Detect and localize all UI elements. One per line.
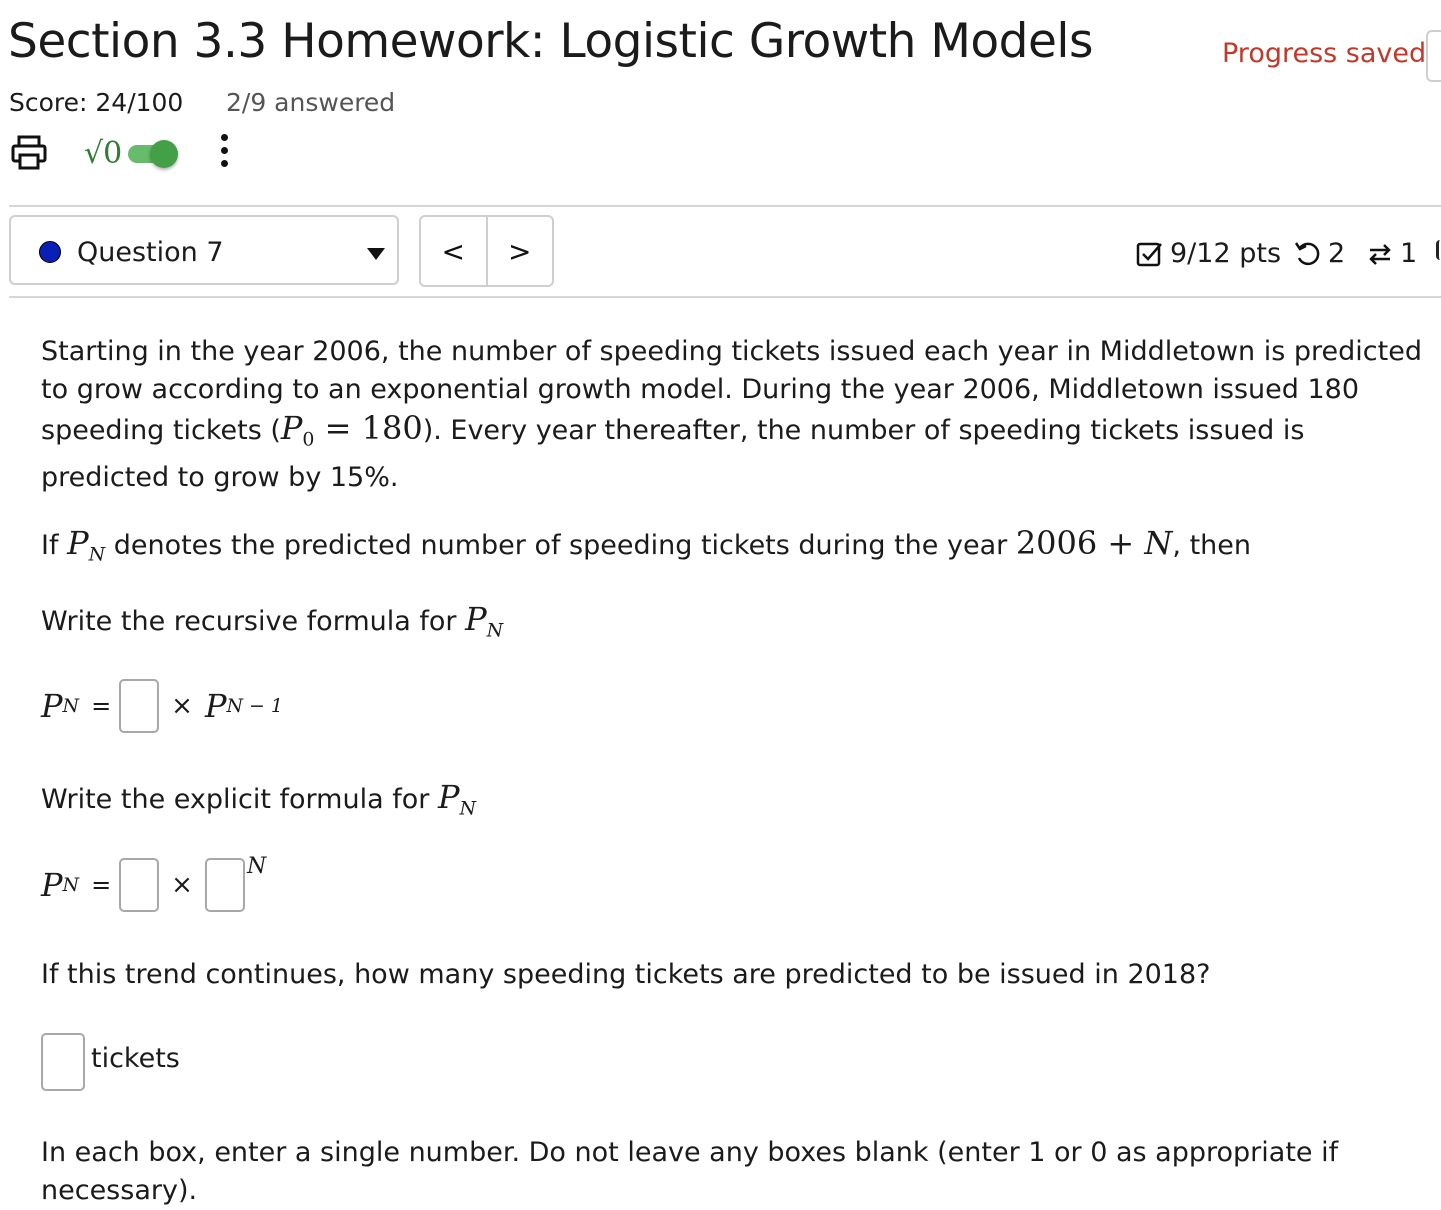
- divider: [9, 296, 1441, 298]
- question-select-label: Question 7: [77, 237, 224, 268]
- points-indicator: [1136, 238, 1281, 269]
- explicit-prompt: Write the explicit formula for $P_N$: [41, 778, 476, 820]
- math-display-toggle[interactable]: [128, 142, 176, 164]
- divider: [9, 205, 1441, 207]
- print-icon[interactable]: [10, 134, 48, 172]
- question-text-2: If $P_N$ denotes the predicted number of speeding tickets during the year 2006 + N, then: [41, 524, 1251, 566]
- header-menu-button[interactable]: [1426, 30, 1441, 82]
- versions-indicator: [1366, 238, 1417, 269]
- page-title: Section 3.3 Homework: Logistic Growth Models: [8, 14, 1093, 69]
- question-status-dot: [39, 241, 61, 263]
- retry-icon: [1294, 240, 1322, 268]
- checkbox-icon: [1136, 240, 1164, 268]
- next-question-button[interactable]: >: [508, 234, 532, 268]
- caret-down-icon: [367, 248, 385, 260]
- versions-icon: [1366, 240, 1394, 268]
- explicit-base-input[interactable]: [205, 858, 245, 912]
- tickets-input[interactable]: [41, 1033, 85, 1091]
- toggle-knob: [150, 140, 178, 168]
- explicit-initial-input[interactable]: [119, 858, 159, 912]
- question-nav: [419, 215, 554, 287]
- recursive-multiplier-input[interactable]: [119, 679, 159, 733]
- trend-question: If this trend continues, how many speeding tickets are predicted to be issued in 2018?: [41, 959, 1211, 990]
- answered-count: 2/9 answered: [226, 88, 396, 117]
- instructions: In each box, enter a single number. Do not leave any boxes blank (enter 1 or 0 as appropriate if necessary).: [41, 1137, 1339, 1206]
- points-label: 9/12 pts: [1170, 238, 1282, 269]
- progress-status: Progress saved: [1222, 38, 1427, 69]
- retries-count: 2: [1328, 238, 1346, 269]
- prev-question-button[interactable]: <: [421, 217, 488, 285]
- math-toggle-label: √0: [84, 136, 123, 171]
- retries-indicator: [1294, 238, 1345, 269]
- tickets-label: tickets: [91, 1043, 180, 1074]
- tickets-answer-row: [41, 1033, 180, 1091]
- score-label: Score: 24/100: [9, 88, 184, 117]
- explicit-formula: P N = × N: [41, 858, 266, 912]
- question-text: Starting in the year 2006, the number of speeding tickets issued each year in Middletown is predicted to grow according to an exponential growth model. During the year 2006, Middletown issued 180 speeding tickets $(P_0 = 180)$. Every year thereafter, the number of speeding tickets issued is predicted to grow by 15%.: [41, 336, 1422, 493]
- more-options-icon[interactable]: [217, 134, 231, 174]
- recursive-formula: P N = × P N − 1: [41, 679, 283, 733]
- question-select[interactable]: [9, 215, 399, 285]
- versions-count: 1: [1400, 238, 1418, 269]
- recursive-prompt: Write the recursive formula for $P_N$: [41, 600, 504, 642]
- edge-icon: [1436, 240, 1441, 260]
